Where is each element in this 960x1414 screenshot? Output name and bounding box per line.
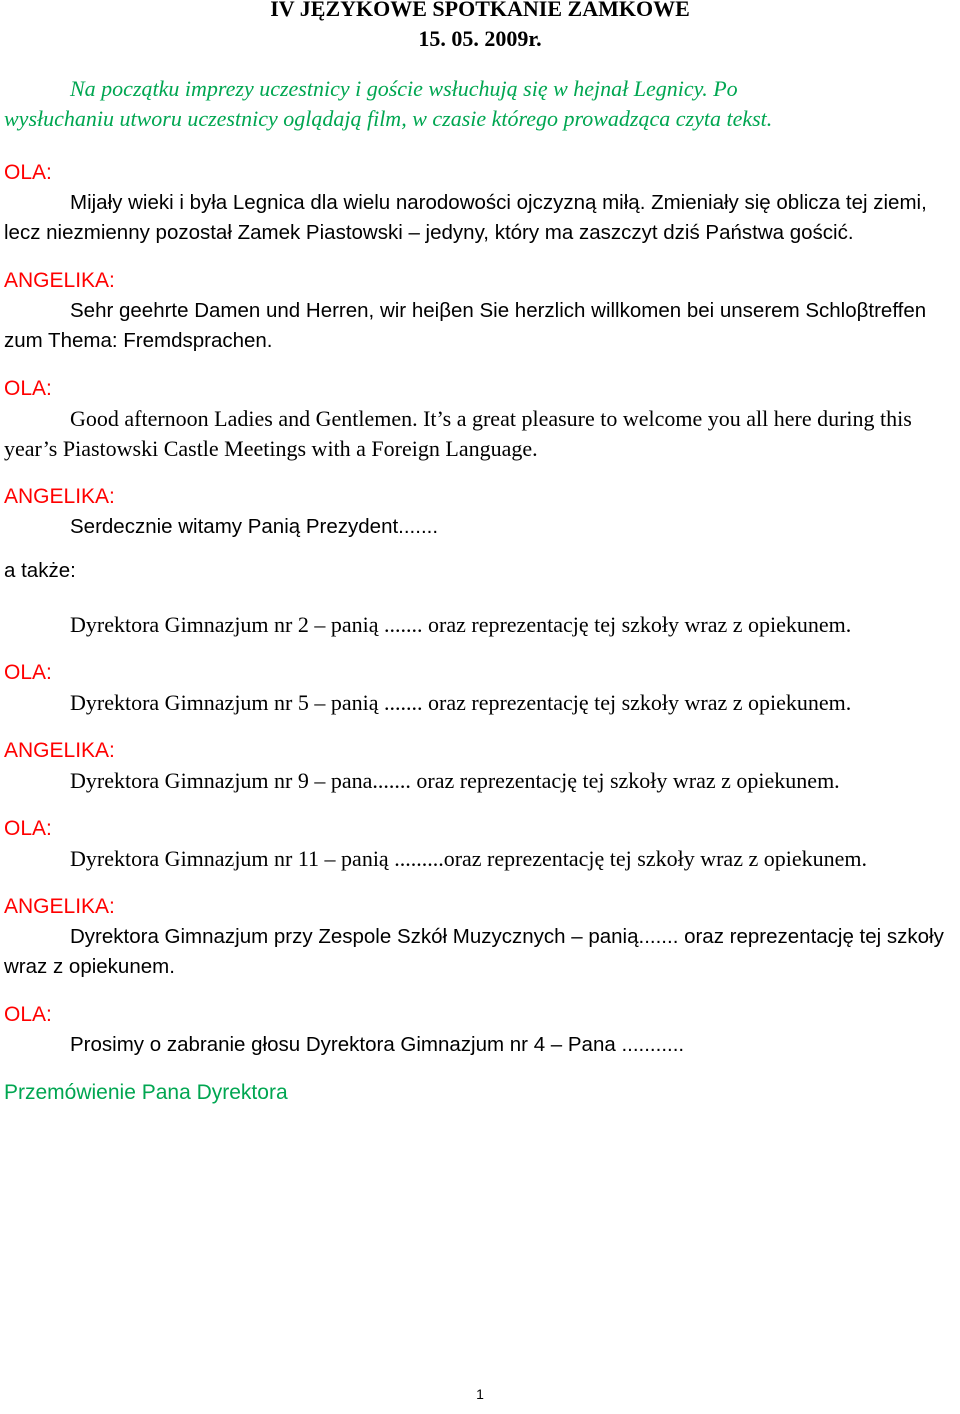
intro-line-2: wysłuchaniu utworu uczestnicy oglądają film, w czasie którego prowadząca czyta tekst. [4,106,773,131]
speaker-label: ANGELIKA: [4,895,115,918]
intro-stage-direction [4,74,956,134]
speaker-label: ANGELIKA: [4,269,115,292]
dialogue-text: Dyrektora Gimnazjum nr 5 – panią ....... oraz reprezentację tej szkoły wraz z opiekunem. [70,690,852,715]
dialogue-text: Mijały wieki i była Legnica dla wielu narodowości ojczyzną miłą. Zmieniały się oblicza tej ziemi, lecz niezmienny pozostał Zamek Piastowski – jedyny, który ma zaszczyt dziś Państwa gościć. [4,191,927,244]
title-date: 15. 05. 2009r. [418,26,542,51]
speaker-label: ANGELIKA: [4,485,115,508]
speaker-label: OLA: [4,661,52,684]
dialogue-text: Good afternoon Ladies and Gentlemen. It’s a great pleasure to welcome you all here during this year’s Piastowski Castle Meetings with a Foreign Language. [4,406,912,461]
dialogue-text: Prosimy o zabranie głosu Dyrektora Gimnazjum nr 4 – Pana ........... [70,1033,685,1056]
also-label: a także: [4,559,76,582]
dialogue-text: Sehr geehrte Damen und Herren, wir heiβen Sie herzlich willkomen bei unserem Schloβtreffen zum Thema: Fremdsprachen. [4,299,927,352]
closing-stage-direction: Przemówienie Pana Dyrektora [4,1081,288,1104]
speaker-label: ANGELIKA: [4,739,115,762]
document-title [4,0,956,54]
speaker-label: OLA: [4,817,52,840]
speaker-label: OLA: [4,161,52,184]
dialogue-text: Serdecznie witamy Panią Prezydent....... [70,515,439,538]
dialogue-text: Dyrektora Gimnazjum nr 2 – panią ....... oraz reprezentację tej szkoły wraz z opiekunem. [70,612,852,637]
dialogue-text: Dyrektora Gimnazjum nr 9 – pana....... oraz reprezentację tej szkoły wraz z opiekunem. [70,768,840,793]
title-line-1: IV JĘZYKOWE SPOTKANIE ZAMKOWE [270,0,690,21]
intro-line-1: Na początku imprezy uczestnicy i goście wsłuchują się w hejnał Legnicy. Po [70,76,738,101]
page-number: 1 [476,1386,484,1402]
dialogue-text: Dyrektora Gimnazjum nr 11 – panią .........oraz reprezentację tej szkoły wraz z opiekunem. [70,846,867,871]
speaker-label: OLA: [4,1003,52,1026]
dialogue-text: Dyrektora Gimnazjum przy Zespole Szkół Muzycznych – panią....... oraz reprezentację tej szkoły wraz z opiekunem. [4,925,944,978]
speaker-label: OLA: [4,377,52,400]
